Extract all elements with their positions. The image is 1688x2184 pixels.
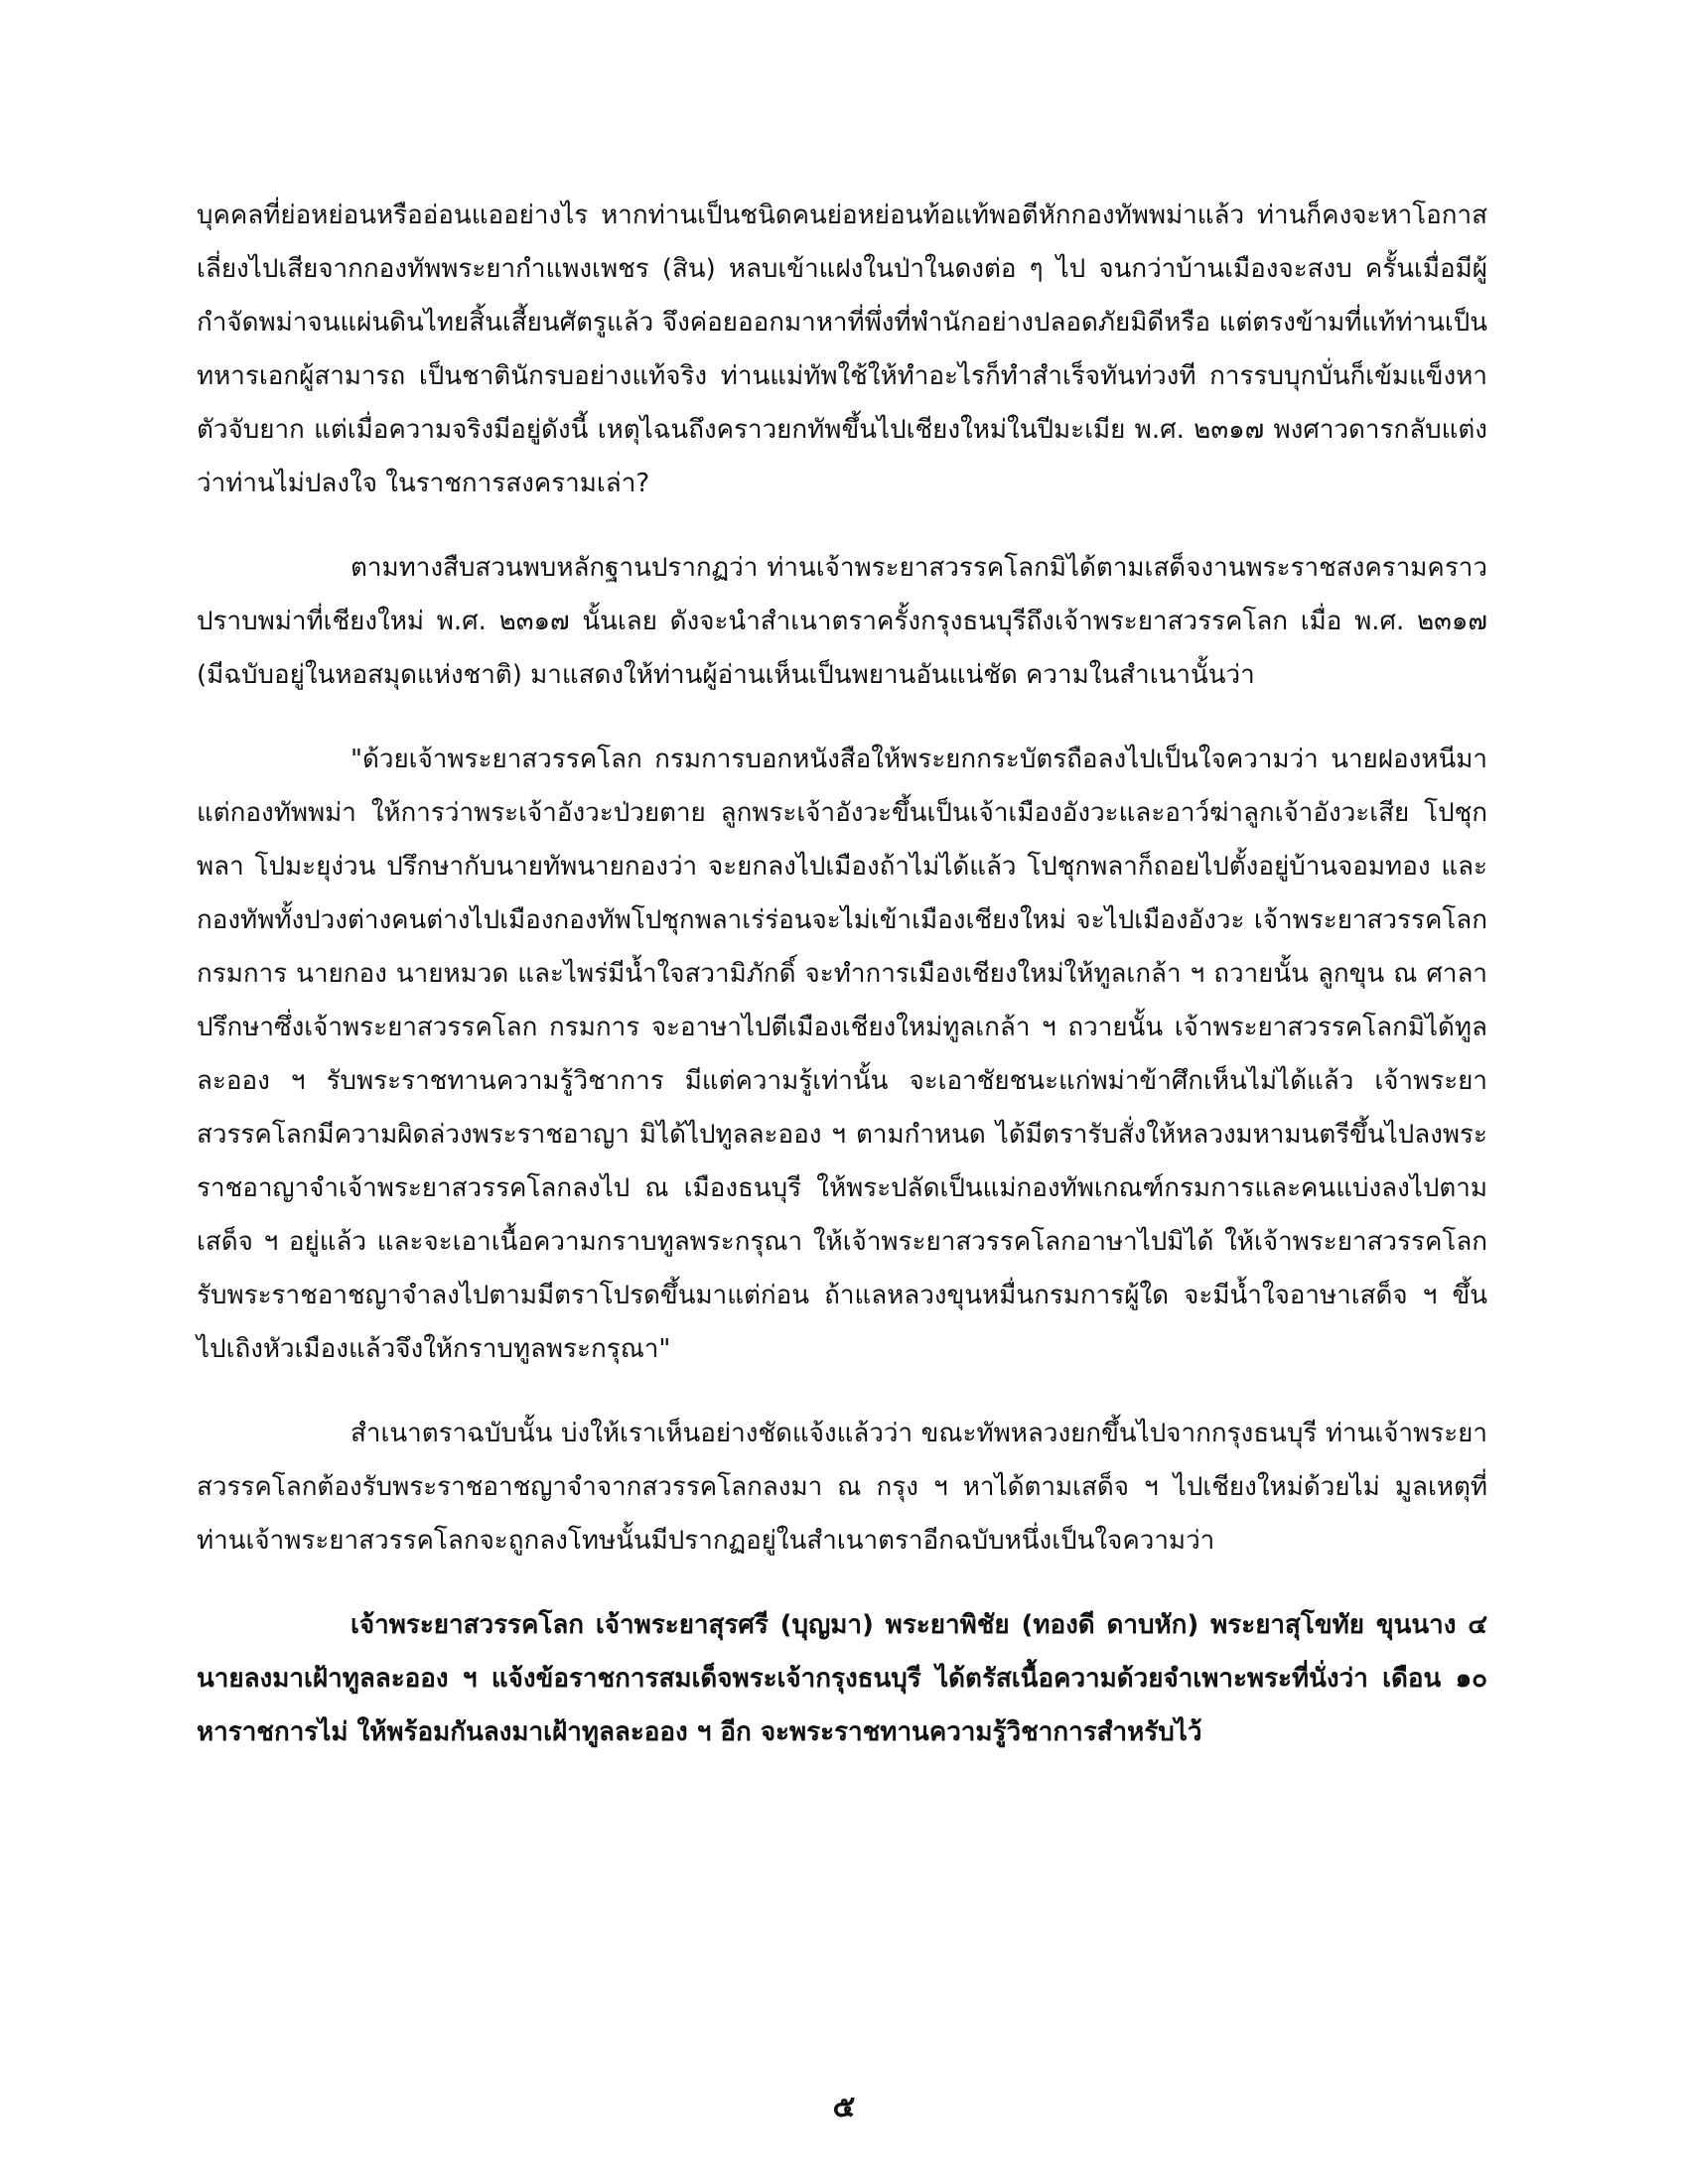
page-number: ๕ — [832, 2090, 856, 2124]
paragraph-bold-excerpt: เจ้าพระยาสวรรคโลก เจ้าพระยาสุรศรี (บุญมา) พระยาพิชัย (ทองดี ดาบหัก) พระยาสุโขทัย ขุนนาง ๔ นายลงมาเฝ้าทูลละออง ฯ แจ้งข้อราชการสมเด็จพระเจ้ากรุงธนบุรี ได้ตรัสเนื้อความด้วยจำเพาะพระที่นั่งว่า เดือน ๑๐ หาราชการไม่ ให้พร้อมกันลงมาเฝ้าทูลละออง ฯ อีก จะพระราชทานความรู้วิชาการสำหรับไว้ — [197, 1610, 1487, 1747]
paragraph-investigation: ตามทางสืบสวนพบหลักฐานปรากฏว่า ท่านเจ้าพระยาสวรรคโลกมิได้ตามเสด็จงานพระราชสงครามคราวปราบพม่าที่เชียงใหม่ พ.ศ. ๒๓๑๗ นั้นเลย ดังจะนำสำเนาตราครั้งกรุงธนบุรีถึงเจ้าพระยาสวรรคโลก เมื่อ พ.ศ. ๒๓๑๗ (มีฉบับอยู่ในหอสมุดแห่งชาติ) มาแสดงให้ท่านผู้อ่านเห็นเป็นพยานอันแน่ชัด ความในสำเนานั้นว่า — [197, 553, 1487, 690]
paragraph-decree-analysis: สำเนาตราฉบับนั้น บ่งให้เราเห็นอย่างชัดแจ้งแล้วว่า ขณะทัพหลวงยกขึ้นไปจากกรุงธนบุรี ท่านเจ้าพระยาสวรรคโลกต้องรับพระราชอาชญาจำจากสวรรคโลกลงมา ณ กรุง ฯ หาได้ตามเสด็จ ฯ ไปเชียงใหม่ด้วยไม่ มูลเหตุที่ท่านเจ้าพระยาสวรรคโลกจะถูกลงโทษนั้นมีปรากฏอยู่ในสำเนาตราอีกฉบับหนึ่งเป็นใจความว่า — [197, 1419, 1487, 1556]
body-text — [197, 189, 1487, 1790]
paragraph-continuation: บุคคลที่ย่อหย่อนหรืออ่อนแออย่างไร หากท่านเป็นชนิดคนย่อหย่อนท้อแท้พอตีหักกองทัพพม่าแล้ว ท่านก็คงจะหาโอกาสเลี่ยงไปเสียจากกองทัพพระยากำแพงเพชร (สิน) หลบเข้าแฝงในป่าในดงต่อ ๆ ไป จนกว่าบ้านเมืองจะสงบ ครั้นเมื่อมีผู้กำจัดพม่าจนแผ่นดินไทยสิ้นเสี้ยนศัตรูแล้ว จึงค่อยออกมาหาที่พึ่งที่พำนักอย่างปลอดภัยมิดีหรือ แต่ตรงข้ามที่แท้ท่านเป็นทหารเอกผู้สามารถ เป็นชาตินักรบอย่างแท้จริง ท่านแม่ทัพใช้ให้ทำอะไรก็ทำสำเร็จทันท่วงที การรบบุกบั่นก็เข้มแข็งหาตัวจับยาก แต่เมื่อความจริงมีอยู่ดังนี้ เหตุไฉนถึงคราวยกทัพขึ้นไปเชียงใหม่ในปีมะเมีย พ.ศ. ๒๓๑๗ พงศาวดารกลับแต่งว่าท่านไม่ปลงใจ ในราชการสงครามเล่า? — [197, 201, 1487, 498]
paragraph-royal-decree-quote: "ด้วยเจ้าพระยาสวรรคโลก กรมการบอกหนังสือให้พระยกกระบัตรถือลงไปเป็นใจความว่า นายฝองหนีมาแต่กองทัพพม่า ให้การว่าพระเจ้าอังวะป่วยตาย ลูกพระเจ้าอังวะขึ้นเป็นเจ้าเมืองอังวะและอาว์ฆ่าลูกเจ้าอังวะเสีย โปชุกพลา โปมะยุง่วน ปรึกษากับนายทัพนายกองว่า จะยกลงไปเมืองถ้าไม่ได้แล้ว โปชุกพลาก็ถอยไปตั้งอยู่บ้านจอมทอง และกองทัพทั้งปวงต่างคนต่างไปเมืองกองทัพโปชุกพลาเร่ร่อนจะไม่เข้าเมืองเชียงใหม่ จะไปเมืองอังวะ เจ้าพระยาสวรรคโลก กรมการ นายกอง นายหมวด และไพร่มีน้ำใจสวามิภักดิ์ จะทำการเมืองเชียงใหม่ให้ทูลเกล้า ฯ ถวายนั้น ลูกขุน ณ ศาลาปรึกษาซึ่งเจ้าพระยาสวรรคโลก กรมการ จะอาษาไปตีเมืองเชียงใหม่ทูลเกล้า ฯ ถวายนั้น เจ้าพระยาสวรรคโลกมิได้ทูลละออง ฯ รับพระราชทานความรู้วิชาการ มีแต่ความรู้เท่านั้น จะเอาชัยชนะแก่พม่าข้าศึกเห็นไม่ได้แล้ว เจ้าพระยาสวรรคโลกมีความผิดล่วงพระราชอาญา มิได้ไปทูลละออง ฯ ตามกำหนด ได้มีตรารับสั่งให้หลวงมหามนตรีขึ้นไปลงพระราชอาญาจำเจ้าพระยาสวรรคโลกลงไป ณ เมืองธนบุรี ให้พระปลัดเป็นแม่กองทัพเกณฑ์กรมการและคนแบ่งลงไปตามเสด็จ ฯ อยู่แล้ว และจะเอาเนื้อความกราบทูลพระกรุณา ให้เจ้าพระยาสวรรคโลกอาษาไปมิได้ ให้เจ้าพระยาสวรรคโลกรับพระราชอาชญาจำลงไปตามมีตราโปรดขึ้นมาแต่ก่อน ถ้าแลหลวงขุนหมื่นกรมการผู้ใด จะมีน้ำใจอาษาเสด็จ ฯ ขึ้นไปเถิงหัวเมืองแล้วจึงให้กราบทูลพระกรุณา" — [197, 745, 1487, 1364]
